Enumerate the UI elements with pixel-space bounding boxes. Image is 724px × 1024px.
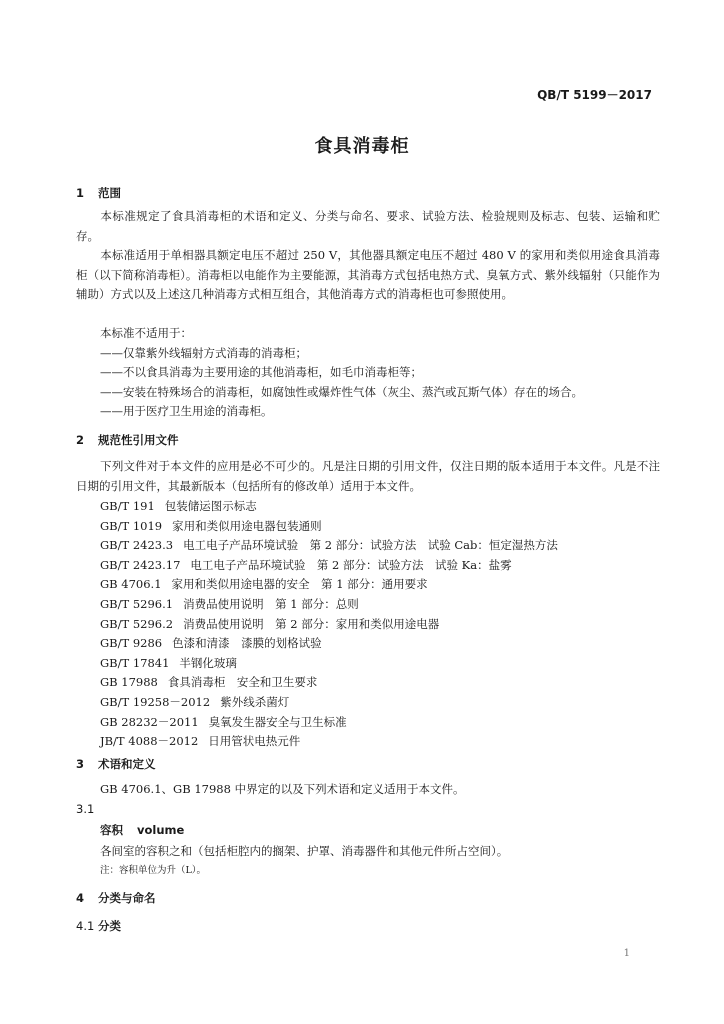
exclusion-item: ——安装在特殊场合的消毒柜，如腐蚀性或爆炸性气体（灰尘、蒸汽或瓦斯气体）存在的场合。	[100, 385, 583, 399]
term-name: 容积	[100, 823, 123, 837]
scope-paragraph-2	[76, 246, 660, 305]
reference-item	[100, 673, 558, 693]
term-entry	[100, 822, 184, 838]
reference-title: 消费品使用说明 第 2 部分：家用和类似用途电器	[183, 616, 440, 631]
reference-item	[100, 595, 558, 615]
reference-item	[100, 497, 558, 517]
reference-title: 臭氧发生器安全与卫生标准	[208, 714, 347, 729]
scope-paragraph-1-text: 本标准规定了食具消毒柜的术语和定义、分类与命名、要求、试验方法、检验规则及标志、包装、运输和贮存。	[76, 209, 660, 243]
reference-code: GB 28232－2011	[100, 714, 199, 729]
terms-intro-text: GB 4706.1、GB 17988 中界定的以及下列术语和定义适用于本文件。	[100, 782, 465, 796]
page-number: 1	[623, 948, 630, 959]
scope-paragraph-3	[76, 324, 660, 344]
reference-code: GB/T 19258－2012	[100, 694, 211, 709]
references-intro	[76, 457, 660, 496]
reference-title: 电工电子产品环境试验 第 2 部分：试验方法 试验 Ka：盐雾	[190, 557, 512, 572]
reference-item	[100, 732, 558, 752]
reference-item	[100, 615, 558, 635]
reference-title: 包装储运图示标志	[164, 499, 257, 513]
reference-title: 色漆和清漆 漆膜的划格试验	[172, 636, 322, 651]
reference-title: 家用和类似用途电器包装通则	[172, 518, 322, 533]
section-3-heading	[76, 756, 156, 772]
reference-code: GB/T 9286	[100, 636, 163, 651]
section-1-number: 1	[76, 186, 85, 200]
section-1-heading	[76, 185, 121, 201]
scope-paragraph-2-text: 本标准适用于单相器具额定电压不超过 250 V，其他器具额定电压不超过 480 V 的家用和类似用途食具消毒柜（以下简称消毒柜）。消毒柜以电能作为主要能源，其消毒方式包括电热方式、臭氧方式、紫外线辐射（只能作为辅助）方式以及上述这几种消毒方式相互组合，其他消毒方式的消毒柜也可参照使用。	[76, 248, 660, 301]
reference-title: 电工电子产品环境试验 第 2 部分：试验方法 试验 Cab：恒定湿热方法	[183, 538, 558, 553]
reference-title: 半钢化玻璃	[179, 655, 237, 670]
term-note: 注：容积单位为升（L）。	[100, 865, 207, 876]
section-3-title: 术语和定义	[98, 757, 156, 771]
section-2-heading	[76, 432, 179, 448]
reference-code: GB/T 191	[100, 499, 155, 513]
scope-paragraph-1	[76, 207, 660, 246]
reference-code: JB/T 4088－2012	[100, 734, 199, 749]
reference-item	[100, 536, 558, 556]
term-definition: 各间室的容积之和（包括柜腔内的搁架、护罩、消毒器件和其他元件所占空间）。	[100, 844, 509, 858]
document-title: 食具消毒柜	[314, 136, 410, 157]
reference-item	[100, 713, 558, 733]
reference-item	[100, 575, 558, 595]
terms-intro	[76, 780, 660, 800]
reference-code: GB 4706.1	[100, 577, 162, 592]
section-2-number: 2	[76, 433, 85, 447]
reference-title: 食具消毒柜 安全和卫生要求	[167, 675, 318, 690]
exclusion-item: ——不以食具消毒为主要用途的其他消毒柜，如毛巾消毒柜等；	[100, 365, 422, 379]
reference-item	[100, 693, 558, 713]
document-code: QB/T 5199－2017	[537, 88, 652, 102]
reference-code: GB/T 17841	[100, 655, 170, 670]
reference-title: 日用管状电热元件	[208, 734, 301, 749]
section-4-1-title: 分类	[98, 919, 121, 933]
term-english: volume	[137, 823, 185, 837]
section-4-title: 分类与命名	[98, 891, 156, 905]
reference-item	[100, 654, 558, 674]
section-3-number: 3	[76, 757, 85, 771]
reference-code: GB/T 2423.3	[100, 538, 174, 553]
references-intro-text: 下列文件对于本文件的应用是必不可少的。凡是注日期的引用文件，仅注日期的版本适用于本文件。凡是不注日期的引用文件，其最新版本（包括所有的修改单）适用于本文件。	[76, 459, 660, 493]
reference-code: GB/T 2423.17	[100, 557, 181, 572]
section-4-number: 4	[76, 891, 85, 905]
section-4-heading	[76, 890, 156, 906]
reference-list	[100, 497, 558, 752]
reference-code: GB 17988	[100, 675, 158, 690]
reference-code: GB/T 5296.1	[100, 596, 174, 611]
reference-code: GB/T 5296.2	[100, 616, 174, 631]
scope-paragraph-3-text: 本标准不适用于：	[100, 326, 192, 340]
exclusion-item: ——用于医疗卫生用途的消毒柜。	[100, 404, 273, 418]
clause-number: 3.1	[76, 802, 95, 816]
section-4-1-number: 4.1	[76, 919, 95, 933]
reference-item	[100, 634, 558, 654]
reference-title: 紫外线杀菌灯	[220, 694, 290, 709]
reference-item	[100, 517, 558, 537]
reference-item	[100, 556, 558, 576]
section-2-title: 规范性引用文件	[98, 433, 179, 447]
reference-code: GB/T 1019	[100, 518, 163, 533]
section-1-title: 范围	[98, 186, 121, 200]
section-4-1-heading	[76, 918, 121, 934]
reference-title: 消费品使用说明 第 1 部分：总则	[183, 596, 359, 611]
reference-title: 家用和类似用途电器的安全 第 1 部分：通用要求	[171, 577, 428, 592]
exclusion-item: ——仅靠紫外线辐射方式消毒的消毒柜；	[100, 346, 307, 360]
